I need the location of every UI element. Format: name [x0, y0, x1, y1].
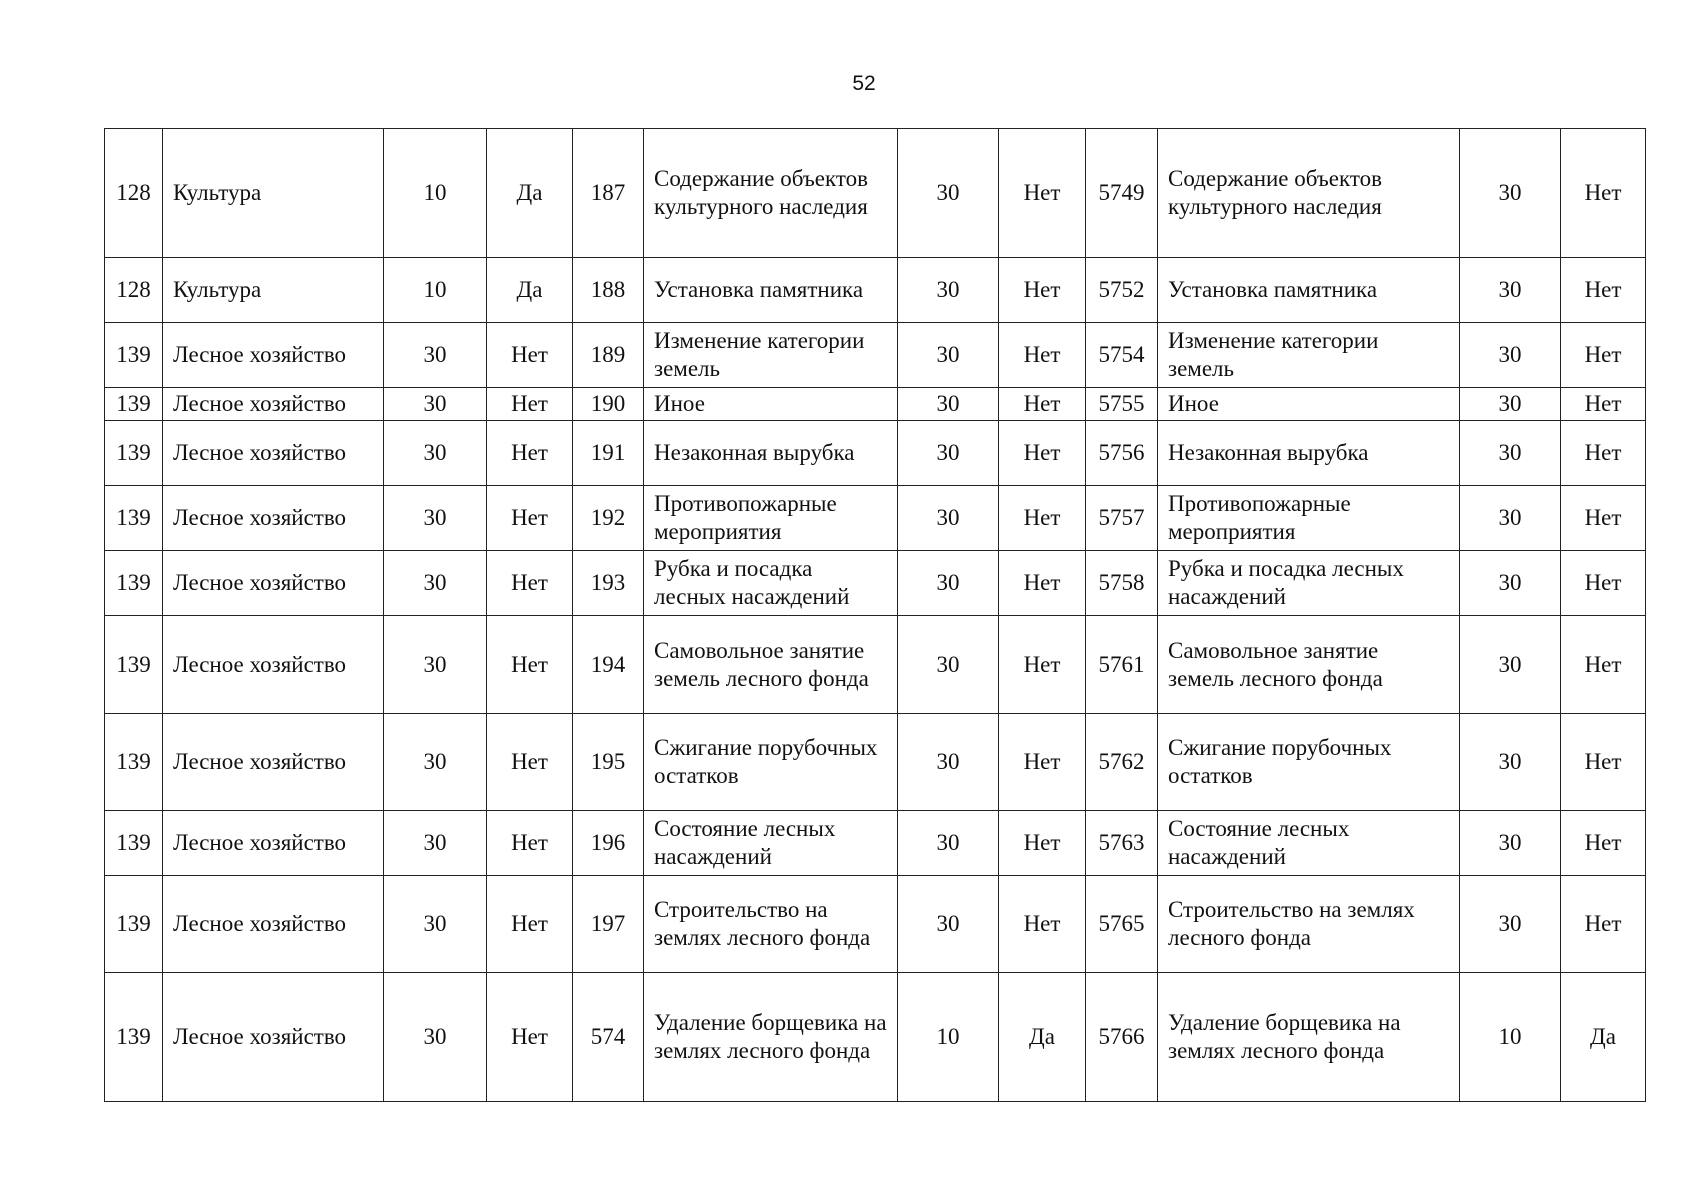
table-row	[105, 714, 1646, 811]
table-cell: 30	[1460, 421, 1561, 486]
table-cell: Удаление борщевика на землях лесного фонда	[1158, 973, 1460, 1102]
table-cell: 5756	[1086, 421, 1158, 486]
table-cell: Лесное хозяйство	[163, 616, 384, 714]
table-cell: 5765	[1086, 876, 1158, 973]
table-cell: Состояние лесных насаждений	[1158, 811, 1460, 876]
table-cell: Нет	[487, 876, 573, 973]
table-cell: 139	[105, 973, 163, 1102]
table-cell: Изменение категории земель	[644, 323, 898, 388]
table-cell: 139	[105, 486, 163, 551]
table-cell: 30	[384, 811, 487, 876]
table-cell: Строительство на землях лесного фонда	[644, 876, 898, 973]
table-cell: Сжигание порубочных остатков	[1158, 714, 1460, 811]
table-cell: 10	[898, 973, 999, 1102]
table-cell: 5766	[1086, 973, 1158, 1102]
table-cell: Нет	[487, 616, 573, 714]
table-cell: Нет	[1561, 714, 1646, 811]
table-cell: 30	[384, 616, 487, 714]
table-cell: Лесное хозяйство	[163, 973, 384, 1102]
table-cell: 30	[898, 129, 999, 258]
table-cell: Культура	[163, 258, 384, 323]
table-cell: 139	[105, 388, 163, 421]
table-cell: Нет	[487, 421, 573, 486]
table-cell: 574	[573, 973, 644, 1102]
table-cell: 5752	[1086, 258, 1158, 323]
table-cell: Незаконная вырубка	[644, 421, 898, 486]
table-cell: 5763	[1086, 811, 1158, 876]
table-cell: Культура	[163, 129, 384, 258]
table-cell: Установка памятника	[644, 258, 898, 323]
table-cell: Лесное хозяйство	[163, 388, 384, 421]
table-cell: 30	[898, 876, 999, 973]
table-cell: 5757	[1086, 486, 1158, 551]
table-cell: 139	[105, 421, 163, 486]
table-cell: 5758	[1086, 551, 1158, 616]
table-cell: Противопожарные мероприятия	[1158, 486, 1460, 551]
table-cell: Установка памятника	[1158, 258, 1460, 323]
table-row	[105, 421, 1646, 486]
table-cell: 30	[898, 421, 999, 486]
table-cell: Сжигание порубочных остатков	[644, 714, 898, 811]
table-row	[105, 388, 1646, 421]
table-cell: Самовольное занятие земель лесного фонда	[644, 616, 898, 714]
table-cell: 194	[573, 616, 644, 714]
table-cell: Да	[487, 129, 573, 258]
table-cell: Нет	[999, 258, 1086, 323]
table-cell: 30	[1460, 616, 1561, 714]
table-cell: 188	[573, 258, 644, 323]
table-cell: Нет	[999, 129, 1086, 258]
table-cell: Нет	[999, 421, 1086, 486]
table-cell: 30	[1460, 714, 1561, 811]
table-cell: Иное	[644, 388, 898, 421]
table-cell: 128	[105, 258, 163, 323]
table-cell: Содержание объектов культурного наследия	[644, 129, 898, 258]
table-cell: Нет	[999, 323, 1086, 388]
table-cell: 30	[384, 973, 487, 1102]
table-row	[105, 551, 1646, 616]
table-cell: Строительство на землях лесного фонда	[1158, 876, 1460, 973]
table-row	[105, 876, 1646, 973]
table-cell: Нет	[487, 811, 573, 876]
table-cell: Нет	[999, 486, 1086, 551]
table-cell: 30	[1460, 876, 1561, 973]
table-row	[105, 616, 1646, 714]
table-cell: Нет	[1561, 876, 1646, 973]
table-cell: 30	[1460, 486, 1561, 551]
table-row	[105, 973, 1646, 1102]
table-cell: 30	[384, 388, 487, 421]
table-cell: Лесное хозяйство	[163, 811, 384, 876]
table-cell: Нет	[487, 551, 573, 616]
table-cell: Лесное хозяйство	[163, 486, 384, 551]
table-cell: 5762	[1086, 714, 1158, 811]
table-cell: 5749	[1086, 129, 1158, 258]
table-cell: Нет	[487, 714, 573, 811]
table-cell: Нет	[999, 714, 1086, 811]
table-cell: Нет	[1561, 551, 1646, 616]
table-row	[105, 129, 1646, 258]
page-number: 52	[852, 72, 876, 95]
table-cell: 30	[384, 421, 487, 486]
table-cell: 30	[898, 388, 999, 421]
table-cell: 5755	[1086, 388, 1158, 421]
table-cell: Противопожарные мероприятия	[644, 486, 898, 551]
table-cell: 30	[384, 486, 487, 551]
table-row	[105, 811, 1646, 876]
table-cell: Нет	[1561, 129, 1646, 258]
table-cell: 195	[573, 714, 644, 811]
table-cell: Нет	[1561, 811, 1646, 876]
table-cell: 30	[1460, 551, 1561, 616]
table-cell: Лесное хозяйство	[163, 551, 384, 616]
table-cell: Нет	[1561, 486, 1646, 551]
table-cell: Иное	[1158, 388, 1460, 421]
table-cell: 139	[105, 811, 163, 876]
table-cell: 30	[898, 811, 999, 876]
table-cell: 190	[573, 388, 644, 421]
table-cell: 30	[898, 616, 999, 714]
table-cell: 30	[384, 714, 487, 811]
table-cell: Нет	[1561, 616, 1646, 714]
table-cell: 193	[573, 551, 644, 616]
table-cell: 197	[573, 876, 644, 973]
table-cell: Нет	[487, 973, 573, 1102]
table-cell: Нет	[1561, 258, 1646, 323]
table-cell: 30	[1460, 811, 1561, 876]
table-cell: Лесное хозяйство	[163, 421, 384, 486]
table-cell: Содержание объектов культурного наследия	[1158, 129, 1460, 258]
table-row	[105, 486, 1646, 551]
table-cell: 139	[105, 616, 163, 714]
table-cell: 30	[898, 714, 999, 811]
table-cell: Лесное хозяйство	[163, 714, 384, 811]
table-row	[105, 323, 1646, 388]
table-cell: 192	[573, 486, 644, 551]
table-cell: 30	[1460, 258, 1561, 323]
table-cell: 30	[1460, 129, 1561, 258]
table-cell: Нет	[1561, 421, 1646, 486]
table-cell: 139	[105, 876, 163, 973]
table-cell: Да	[999, 973, 1086, 1102]
table-cell: Самовольное занятие земель лесного фонда	[1158, 616, 1460, 714]
table-cell: Нет	[999, 876, 1086, 973]
table-cell: 10	[384, 129, 487, 258]
table-cell: 30	[384, 323, 487, 388]
table-cell: 30	[898, 258, 999, 323]
table-cell: Рубка и посадка лесных насаждений	[644, 551, 898, 616]
table-cell: 10	[384, 258, 487, 323]
table-cell: Удаление борщевика на землях лесного фонда	[644, 973, 898, 1102]
table-cell: 5754	[1086, 323, 1158, 388]
table-cell: 5761	[1086, 616, 1158, 714]
table-cell: 187	[573, 129, 644, 258]
table-cell: Нет	[487, 486, 573, 551]
table-cell: Нет	[999, 388, 1086, 421]
table-cell: 30	[898, 551, 999, 616]
table-cell: 30	[384, 551, 487, 616]
table-cell: Незаконная вырубка	[1158, 421, 1460, 486]
table-cell: Нет	[487, 323, 573, 388]
table-cell: 128	[105, 129, 163, 258]
table-cell: 30	[898, 486, 999, 551]
table-cell: Рубка и посадка лесных насаждений	[1158, 551, 1460, 616]
table-cell: 30	[1460, 323, 1561, 388]
table-cell: Нет	[487, 388, 573, 421]
table-cell: 30	[384, 876, 487, 973]
table-cell: 139	[105, 323, 163, 388]
table-cell: Изменение категории земель	[1158, 323, 1460, 388]
table-cell: 189	[573, 323, 644, 388]
table-row	[105, 258, 1646, 323]
table-cell: Нет	[1561, 323, 1646, 388]
data-table	[104, 128, 1646, 1102]
table-cell: Лесное хозяйство	[163, 323, 384, 388]
table-cell: Нет	[999, 616, 1086, 714]
table-cell: Да	[487, 258, 573, 323]
table-cell: Нет	[999, 811, 1086, 876]
table-cell: 191	[573, 421, 644, 486]
table-cell: 139	[105, 551, 163, 616]
table-cell: Состояние лесных насаждений	[644, 811, 898, 876]
table-cell: 30	[1460, 388, 1561, 421]
table-cell: 30	[898, 323, 999, 388]
table-cell: 196	[573, 811, 644, 876]
table-cell: 139	[105, 714, 163, 811]
table-cell: Лесное хозяйство	[163, 876, 384, 973]
table-cell: Нет	[1561, 388, 1646, 421]
table-cell: Да	[1561, 973, 1646, 1102]
table-cell: 10	[1460, 973, 1561, 1102]
table-cell: Нет	[999, 551, 1086, 616]
